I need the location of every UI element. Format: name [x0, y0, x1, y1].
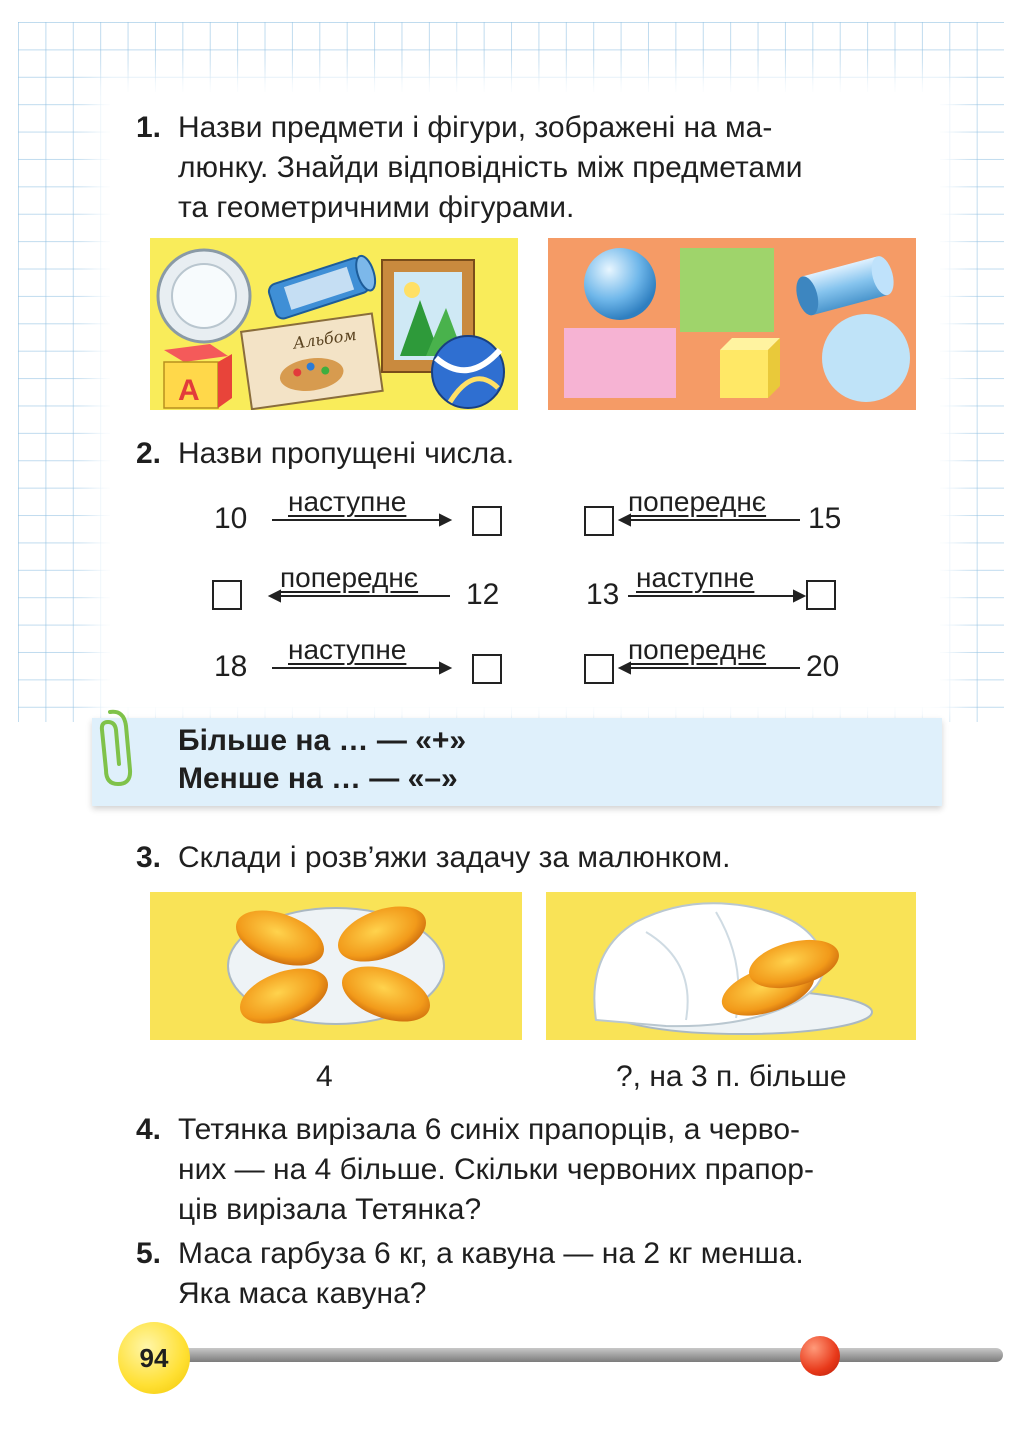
chain-label: наступне: [288, 634, 407, 665]
task-3: [136, 838, 896, 878]
rule-line-1: Більше на … — «+»: [178, 724, 467, 757]
chain-number: 15: [808, 502, 842, 535]
answer-box[interactable]: [472, 654, 502, 684]
chain-number: 20: [806, 650, 840, 683]
task-1-line-2: люнку. Знайди відповідність між предметами: [178, 151, 803, 184]
page-number: 94: [118, 1322, 190, 1394]
task-4-line-1: Тетянка вирізала 6 синіх прапорців, а черво-: [178, 1113, 801, 1146]
task-3-text: Склади і розв’яжи задачу за малюнком.: [178, 841, 731, 874]
chain-number: 18: [214, 650, 248, 683]
task-5: [136, 1234, 926, 1310]
chain-label: попереднє: [280, 562, 419, 593]
left-picture-caption: 4: [316, 1060, 333, 1093]
chain-label: попереднє: [628, 486, 767, 517]
task-4: [136, 1110, 926, 1226]
task-1-line-1: Назви предмети і фігури, зображені на ма-: [178, 111, 773, 144]
task-4-line-2: них — на 4 більше. Скільки червоних прапор-: [178, 1153, 814, 1186]
pies-on-plate-picture: [150, 892, 522, 1040]
task-number: 3.: [136, 841, 162, 874]
answer-box[interactable]: [584, 654, 614, 684]
red-bead-icon: [800, 1336, 840, 1376]
album-caption: Альбом: [291, 324, 358, 353]
chain-label: наступне: [636, 562, 755, 593]
task-5-line-1: Маса гарбуза 6 кг, а кавуна — на 2 кг менша.: [178, 1237, 804, 1270]
right-picture-caption: ?, на 3 п. більше: [616, 1060, 847, 1093]
chain-label: попереднє: [628, 634, 767, 665]
answer-box[interactable]: [212, 580, 242, 610]
covered-pies-picture: [546, 892, 916, 1040]
arrow-lines: [0, 0, 1024, 720]
task-2-text: Назви пропущені числа.: [178, 437, 515, 470]
rule-line-2: Менше на … — «–»: [178, 762, 458, 795]
answer-box[interactable]: [584, 506, 614, 536]
task-number: 1.: [136, 111, 162, 144]
chain-label: наступне: [288, 486, 407, 517]
chain-number: 12: [466, 578, 500, 611]
task-1-line-3: та геометричними фігурами.: [178, 191, 575, 224]
task-number: 5.: [136, 1237, 162, 1270]
task-number: 2.: [136, 437, 162, 470]
answer-box[interactable]: [806, 580, 836, 610]
chain-number: 10: [214, 502, 248, 535]
answer-box[interactable]: [472, 506, 502, 536]
cube-letter: A: [178, 374, 200, 407]
task-number: 4.: [136, 1113, 162, 1146]
footer-bar: [175, 1348, 1003, 1362]
task-5-line-2: Яка маса кавуна?: [178, 1277, 427, 1310]
paperclip-icon: [86, 700, 146, 790]
task-4-line-3: ців вирізала Тетянка?: [178, 1193, 482, 1226]
chain-number: 13: [586, 578, 620, 611]
